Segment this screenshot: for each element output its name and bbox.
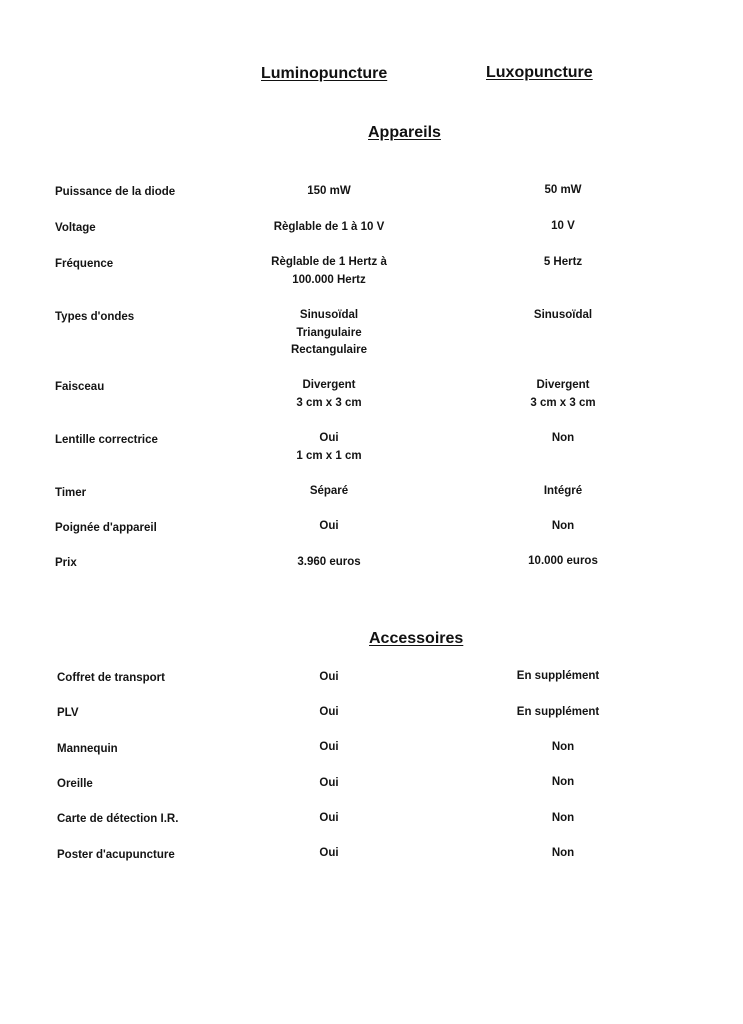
cell-luminopuncture: Oui (319, 520, 339, 532)
cell-luminopuncture: Divergent 3 cm x 3 cm (296, 379, 362, 409)
row-label: Fréquence (55, 258, 114, 270)
cell-luminopuncture: Règlable de 1 Hertz à 100.000 Hertz (271, 256, 387, 286)
cell-luminopuncture: Oui (319, 706, 339, 718)
row-label: Lentille correctrice (55, 434, 158, 446)
cell-luminopuncture: Sinusoïdal Triangulaire Rectangulaire (290, 309, 368, 356)
row-label: Mannequin (57, 743, 118, 755)
row-label: Types d'ondes (55, 311, 135, 323)
cell-luxopuncture: Sinusoïdal (533, 309, 593, 321)
cell-luxopuncture: Non (551, 812, 575, 824)
column-header-luminopuncture: Luminopuncture (261, 65, 388, 82)
cell-luxopuncture: 10.000 euros (528, 555, 598, 567)
cell-luminopuncture: Oui (319, 847, 339, 859)
cell-luminopuncture: 3.960 euros (297, 556, 361, 568)
row-label: Prix (55, 557, 77, 569)
cell-luxopuncture: 10 V (551, 220, 575, 232)
row-label: Poignée d'appareil (55, 522, 157, 534)
cell-luminopuncture: Séparé (309, 485, 349, 497)
cell-luxopuncture: Non (551, 776, 575, 788)
cell-luminopuncture: Oui 1 cm x 1 cm (296, 432, 362, 462)
row-label: Timer (55, 487, 87, 499)
row-label: Puissance de la diode (55, 186, 176, 198)
cell-luminopuncture: 150 mW (307, 185, 351, 197)
cell-luxopuncture: Non (551, 520, 575, 532)
cell-luminopuncture: Oui (319, 777, 339, 789)
row-label: Poster d'acupuncture (57, 849, 175, 861)
cell-luminopuncture: Règlable de 1 à 10 V (273, 221, 385, 233)
section-title-appareils: Appareils (368, 124, 441, 141)
cell-luxopuncture: Intégré (543, 485, 583, 497)
column-header-luxopuncture: Luxopuncture (486, 64, 593, 81)
row-label: Oreille (57, 778, 93, 790)
cell-luxopuncture: 5 Hertz (543, 256, 583, 268)
cell-luminopuncture: Oui (319, 741, 339, 753)
row-label: Faisceau (55, 381, 105, 393)
cell-luxopuncture: Divergent 3 cm x 3 cm (530, 379, 596, 409)
cell-luxopuncture: 50 mW (544, 184, 582, 196)
cell-luxopuncture: En supplément (516, 670, 600, 682)
cell-luxopuncture: Non (551, 847, 575, 859)
row-label: Voltage (55, 222, 96, 234)
row-label: Carte de détection I.R. (57, 813, 179, 825)
row-label: Coffret de transport (57, 672, 165, 684)
cell-luxopuncture: Non (551, 741, 575, 753)
cell-luxopuncture: En supplément (516, 706, 600, 718)
row-label: PLV (57, 707, 79, 719)
section-title-accessoires: Accessoires (369, 630, 464, 647)
cell-luminopuncture: Oui (319, 671, 339, 683)
cell-luminopuncture: Oui (319, 812, 339, 824)
cell-luxopuncture: Non (551, 432, 575, 444)
